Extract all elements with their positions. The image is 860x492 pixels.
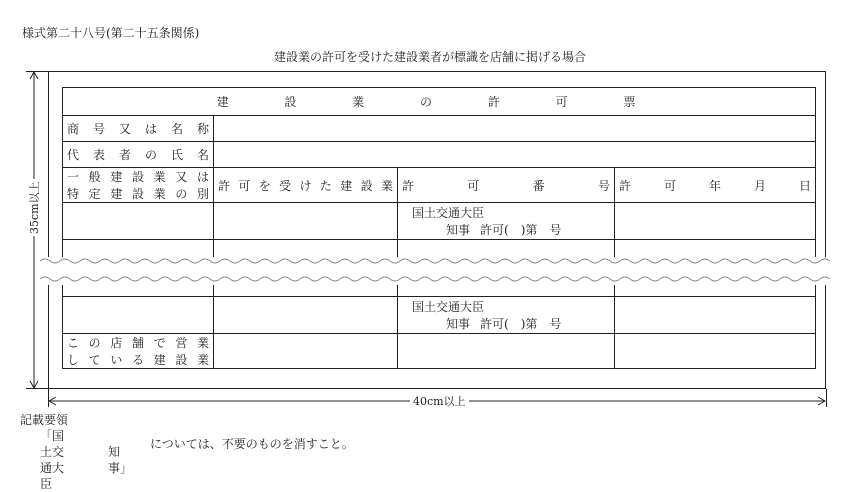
licensed-business-cell [214, 297, 398, 334]
permit-number-header-char: 許 [402, 178, 415, 193]
representative-label: 代表者の氏名 [63, 142, 214, 168]
permit-date-header-char: 日 [799, 178, 812, 193]
trade-name-row [63, 116, 816, 142]
dimension-tick [26, 71, 48, 72]
shop-business-label-line2: している建設業 [67, 353, 209, 367]
category-cell [63, 203, 214, 240]
category-cell [63, 297, 214, 334]
licensed-business-cell [214, 203, 398, 240]
form-subtitle: 建設業の許可を受けた建設業者が標識を店舗に掲げる場合 [273, 50, 586, 64]
dimension-tick [26, 388, 48, 389]
notes-quote-line2: 知事」 [108, 445, 133, 475]
shop-business-cell [398, 334, 615, 369]
representative-row [63, 142, 816, 168]
notes [20, 412, 354, 491]
table-row [63, 297, 816, 334]
category-label-line2: 特定建設業の別 [67, 187, 209, 201]
dimension-tick [48, 389, 49, 407]
shop-business-cell [214, 334, 398, 369]
width-label: 40cm以上 [410, 393, 469, 409]
permit-issuer-governor: 知事 [446, 223, 471, 237]
permit-issuer-minister: 国土交通大臣 [412, 206, 485, 220]
shop-business-row [63, 334, 816, 369]
permit-date-cell [615, 297, 816, 334]
permit-date-header-char: 月 [754, 178, 767, 193]
permit-number-text: 許可( )第 号 [480, 317, 562, 331]
licensed-business-header: 許可を受けた建設業 [214, 168, 398, 203]
permit-number-cell [398, 297, 615, 334]
notes-item-text: については、不要のものを消すこと。 [150, 437, 354, 451]
header-row [63, 168, 816, 203]
permit-number-header-char: 可 [467, 178, 480, 193]
permit-number-header-char: 号 [597, 178, 610, 193]
notes-quote-line1: 「国土交通大臣 [40, 429, 65, 491]
shop-business-cell [615, 334, 816, 369]
permit-date-header-char: 年 [709, 178, 722, 193]
height-label: 35cm以上 [28, 181, 41, 234]
representative-value [214, 142, 816, 168]
permit-issuer-governor: 知事 [446, 317, 471, 331]
trade-name-label: 商号又は名称 [63, 116, 214, 142]
shop-business-label-line1: この店舗で営業 [67, 336, 209, 350]
omission-break [0, 257, 860, 285]
form-number: 様式第二十八号(第二十五条関係) [22, 26, 200, 40]
table-title: 建 設 業 の 許 可 票 [63, 88, 816, 116]
category-label-line1: 一般建設業又は [67, 170, 209, 184]
permit-date-header-char: 可 [664, 178, 677, 193]
permit-number-header [398, 168, 615, 203]
permit-date-header-char: 許 [619, 178, 632, 193]
permit-number-header-char: 番 [532, 178, 545, 193]
permit-date-header [615, 168, 816, 203]
notes-heading: 記載要領 [20, 413, 69, 427]
omission-break-lines [0, 257, 860, 285]
dimension-tick [826, 389, 827, 407]
shop-business-label [63, 334, 214, 369]
permit-issuer-minister: 国土交通大臣 [412, 300, 485, 314]
permit-number-cell [398, 203, 615, 240]
trade-name-value [214, 116, 816, 142]
permit-table [62, 87, 816, 369]
permit-date-cell [615, 203, 816, 240]
table-title-row [63, 88, 816, 116]
category-label [63, 168, 214, 203]
permit-number-text: 許可( )第 号 [480, 223, 562, 237]
notes-item [20, 428, 354, 491]
table-row [63, 203, 816, 240]
